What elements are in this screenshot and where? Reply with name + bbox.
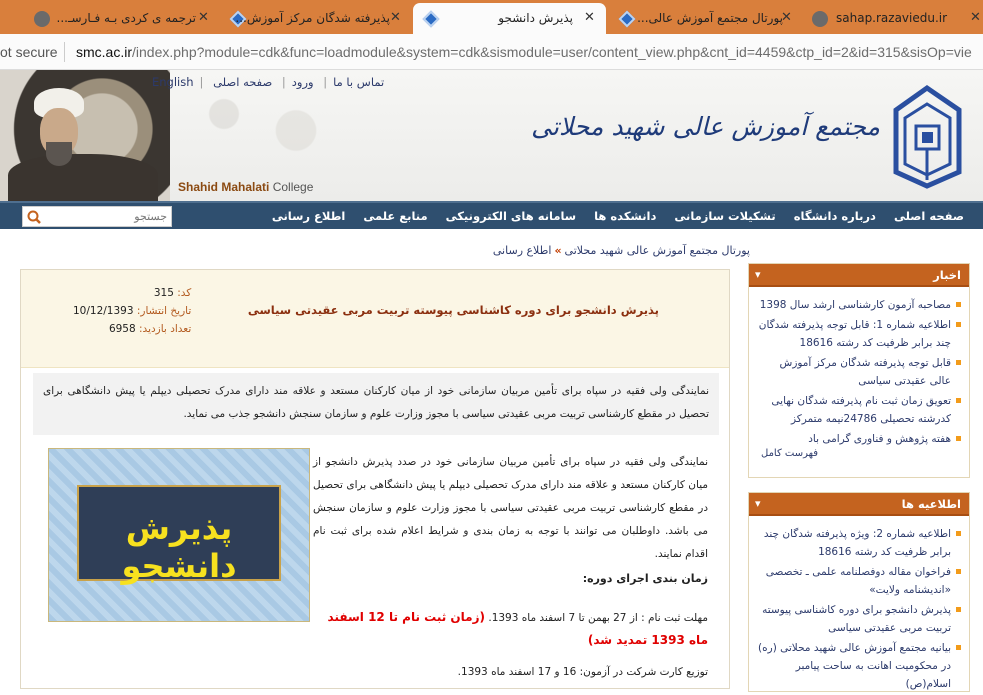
notices-box xyxy=(748,492,970,692)
portrait-image xyxy=(0,70,170,201)
notice-item[interactable]: اطلاعیه شماره 2: ویژه پذیرفته شدگان چند برابر ظرفیت کد رشته 18616 xyxy=(757,525,961,561)
close-icon[interactable]: ✕ xyxy=(198,10,209,25)
robe-shape xyxy=(8,154,158,201)
article-title: پذیرش دانشجو برای دوره کاشناسی پیوسته تربیت مربی عقیدتی سیاسی xyxy=(247,303,659,317)
article-summary: نمایندگی ولی فقیه در سپاه برای تأمین مربیان سازمانی خود از میان کارکنان مستعد و علاقه مند دارای مدرک تحصیلی دیپلم یا پیش دانشگاهی برای تحصیل در مقطع کارشناسی تربیت مربی عقیدتی سیاسی با مجوز وزارت علوم و سازمان سنجش دانشجو جذب می نماید. xyxy=(33,373,719,435)
beard-shape xyxy=(46,142,72,166)
search-box xyxy=(22,206,172,227)
article-body: نمایندگی ولی فقیه در سپاه برای تأمین مربیان سازمانی خود در صدد پذیرش دانشجو از میان کارکنان مستعد و علاقه مند دارای مدرک تحصیلی دیپلم یا پیش دانشگاهی برای تحصیل در مقطع کارشناسی تربیت مربی عقیدتی سیاسی با مجوز وزارت علوم و سازمان سنجش می باشد. داوطلبان می توانند با توجه به زمان بندی و شرایط اعلام شده برای ثبت نام اقدام نمایند. xyxy=(313,456,708,560)
website xyxy=(0,70,983,690)
tab-label: پورتال مجتمع آموزش عالی... xyxy=(637,11,783,25)
chevron-down-icon[interactable]: ▾ xyxy=(755,268,761,281)
link-contact[interactable]: تماس با ما xyxy=(333,75,385,89)
breadcrumb-portal[interactable]: پورتال مجتمع آموزش عالی شهید محلاتی xyxy=(564,244,750,257)
code-label: کد: xyxy=(177,287,192,299)
views-value: 6958 xyxy=(108,323,136,335)
card-distribution: توزیع کارت شرکت در آزمون: 16 و 17 اسفند ماه 1393. xyxy=(457,666,708,678)
close-icon[interactable]: ✕ xyxy=(970,10,981,25)
registration-text: مهلت ثبت نام : از 27 بهمن تا 7 اسفند ماه 1393. xyxy=(488,612,708,624)
divider: | xyxy=(199,75,204,89)
notices-box-title: اطلاعیه ها xyxy=(901,497,961,511)
divider xyxy=(64,42,65,62)
news-item[interactable]: تعویق زمان ثبت نام پذیرفته شدگان نهایی کدرشته تحصیلی 24786نیمه متمرکز xyxy=(757,392,961,428)
notice-item[interactable]: بیانیه مجتمع آموزش عالی شهید محلاتی (ره) در محکومیت اهانت به ساحت پیامبر اسلام(ص) xyxy=(757,639,961,693)
views-label: تعداد بازدید: xyxy=(139,323,192,335)
tab-label: پذیرفته شدگان مرکز آموزش... xyxy=(235,11,390,25)
tab-label: ترجمه ی کردی بـه فـارسـ... xyxy=(56,11,196,25)
search-icon[interactable] xyxy=(26,209,42,225)
news-box xyxy=(748,263,970,478)
main-menu-bar xyxy=(0,201,983,229)
code-value: 315 xyxy=(153,287,174,299)
college-name-regular: College xyxy=(269,180,314,194)
admission-banner-image xyxy=(48,448,310,622)
browser-tab-1[interactable] xyxy=(8,3,213,34)
breadcrumb-separator: » xyxy=(554,244,562,257)
link-login[interactable]: ورود xyxy=(291,75,314,89)
banner-board xyxy=(77,485,281,585)
menu-organization[interactable]: تشکیلات سازمانی xyxy=(674,209,776,223)
college-name-bold: Shahid Mahalati xyxy=(178,180,270,194)
browser-tab-3[interactable] xyxy=(413,3,606,34)
news-box-title: اخبار xyxy=(933,268,961,282)
menu-about[interactable]: درباره دانشگاه xyxy=(793,209,876,223)
site-header xyxy=(0,70,983,201)
menu-e-systems[interactable]: سامانه های الکترونیکی xyxy=(445,209,577,223)
top-nav xyxy=(152,75,390,89)
search-input[interactable] xyxy=(45,207,171,226)
url-text[interactable] xyxy=(76,44,972,60)
chevron-down-icon[interactable]: ▾ xyxy=(755,497,761,510)
period-heading: زمان بندی اجرای دوره: xyxy=(582,572,708,585)
banner-text: پذیرش دانشجو xyxy=(121,509,237,585)
browser-tab-2[interactable] xyxy=(222,3,408,34)
college-logo-icon[interactable] xyxy=(890,80,965,190)
security-indicator[interactable]: ot secure xyxy=(0,44,58,60)
notices-list xyxy=(757,525,961,695)
news-item[interactable]: هفته پژوهش و فناوری گرامی باد xyxy=(757,430,961,448)
article-meta xyxy=(73,284,191,338)
article-header xyxy=(21,270,729,368)
browser-tab-4[interactable] xyxy=(611,3,799,34)
news-more-link[interactable]: فهرست کامل xyxy=(761,448,819,459)
browser-tab-5[interactable] xyxy=(804,3,983,34)
portal-icon xyxy=(423,11,440,28)
breadcrumb xyxy=(493,244,750,257)
news-item[interactable]: قابل توجه پذیرفته شدگان مرکز آموزش عالی عقیدتی سیاسی xyxy=(757,354,961,390)
globe-icon xyxy=(34,11,50,27)
close-icon[interactable]: ✕ xyxy=(390,10,401,25)
menu-home[interactable]: صفحه اصلی xyxy=(893,209,964,223)
link-english[interactable]: English xyxy=(152,75,194,89)
divider: | xyxy=(281,75,286,89)
news-list xyxy=(757,296,961,459)
globe-icon xyxy=(812,11,828,27)
tab-label: sahap.razaviedu.ir xyxy=(836,11,948,25)
divider: | xyxy=(323,75,328,89)
news-item[interactable]: مصاحبه آزمون کارشناسی ارشد سال 1398 xyxy=(757,296,961,314)
browser-tab-strip xyxy=(0,0,983,34)
article-panel xyxy=(20,269,730,689)
notice-item[interactable]: پذیرش دانشجو برای دوره کاشناسی پیوسته تربیت مربی عقیدتی سیاسی xyxy=(757,601,961,637)
news-item[interactable]: اطلاعیه شماره 1: قابل توجه پذیرفته شدگان چند برابر ظرفیت کد رشته 18616 xyxy=(757,316,961,352)
notices-box-header[interactable] xyxy=(749,493,969,516)
menu-faculties[interactable]: دانشکده ها xyxy=(594,209,657,223)
close-icon[interactable]: ✕ xyxy=(584,10,595,25)
registration-deadline xyxy=(313,606,708,652)
registration-extension: (زمان ثبت نام تا 12 اسفند ماه 1393 تمدید شد) xyxy=(327,610,708,647)
notice-item[interactable]: فراخوان مقاله دوفصلنامه علمی ـ تخصصی «اندیشنامه ولایت» xyxy=(757,563,961,599)
date-label: تاریخ انتشار: xyxy=(136,305,192,317)
menu-resources[interactable]: منابع علمی xyxy=(363,209,428,223)
url-path: /index.php?module=cdk&func=loadmodule&system=cdk&sismodule=user/content_view.php&cnt_id=4459&ctp_id=2&id=315&sisOp=vie xyxy=(132,44,972,60)
url-host: smc.ac.ir xyxy=(76,44,132,60)
link-home[interactable]: صفحه اصلی xyxy=(213,75,273,89)
brand-title[interactable]: مجتمع آموزش عالی شهید محلاتی xyxy=(531,112,880,141)
college-name xyxy=(178,180,313,194)
menu-news[interactable]: اطلاع رسانی xyxy=(271,209,346,223)
breadcrumb-news[interactable]: اطلاع رسانی xyxy=(492,244,552,257)
main-menu xyxy=(263,203,973,229)
portal-icon xyxy=(619,11,636,28)
date-value: 10/12/1393 xyxy=(73,305,134,317)
close-icon[interactable]: ✕ xyxy=(781,10,792,25)
tab-label: پذیرش دانشجو xyxy=(498,11,573,25)
address-bar[interactable] xyxy=(0,34,983,70)
news-box-header[interactable] xyxy=(749,264,969,287)
